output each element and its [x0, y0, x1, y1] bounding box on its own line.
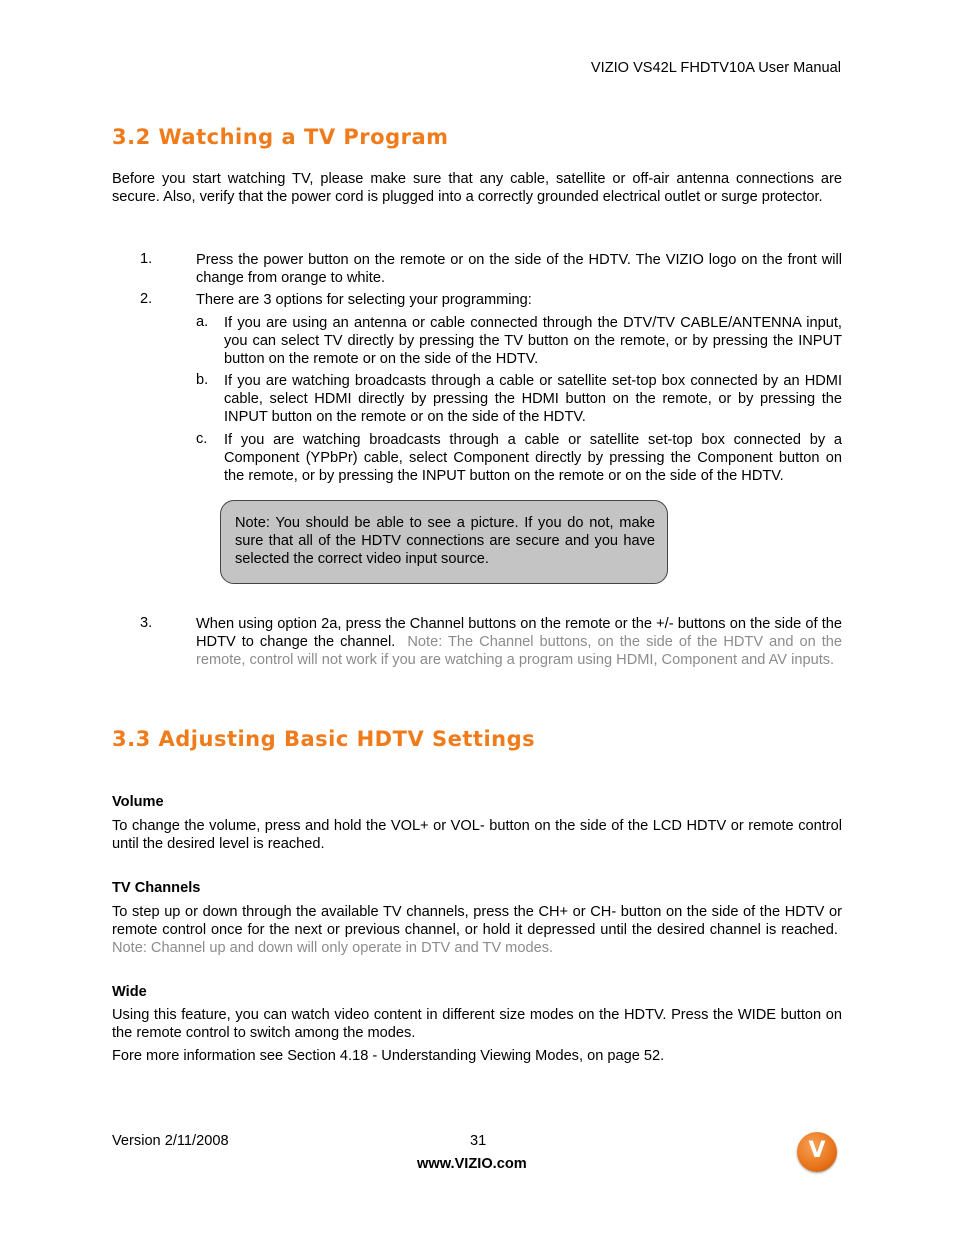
- footer-website: www.VIZIO.com: [417, 1156, 527, 1172]
- tv-channels-note: Note: Channel up and down will only operate in DTV and TV modes.: [112, 940, 554, 957]
- item-3-number: 3.: [140, 615, 153, 631]
- wide-more-info: Fore more information see Section 4.18 - Understanding Viewing Modes, on page 52.: [112, 1048, 665, 1064]
- manual-title: VIZIO VS42L FHDTV10A User Manual: [590, 60, 841, 76]
- tv-channels-text: To step up or down through the available TV channels, press the CH+ or CH- button on the side of the HDTV or remote control once for the next or previous channel, or hold it depressed until the desired channel is reached.: [112, 904, 842, 939]
- item-2-text: There are 3 options for selecting your programming:: [196, 292, 532, 308]
- wide-text: Using this feature, you can watch video content in different size modes on the HDTV. Press the WIDE button on the remote control to switch among the modes.: [112, 1007, 842, 1042]
- footer-page-number: 31: [470, 1133, 487, 1149]
- item-3-text: When using option 2a, press the Channel buttons on the remote or the +/- buttons on the side of the HDTV to change the channel.: [196, 616, 842, 651]
- volume-heading: Volume: [112, 794, 164, 810]
- subitem-a-letter: a.: [196, 314, 209, 330]
- intro-paragraph: Before you start watching TV, please make sure that any cable, satellite or off-air antenna connections are secure. Also, verify that the power cord is plugged into a correctly grounded electrical outlet or surge protector.: [112, 171, 842, 206]
- footer-version: Version 2/11/2008: [112, 1133, 229, 1149]
- subitem-c-text: If you are watching broadcasts through a cable or satellite set-top box connected by a Component (YPbPr) cable, select Component directly by pressing the Component button on the remote, or by pressing the INPUT button on the remote or on the side of the HDTV.: [224, 432, 842, 485]
- section-heading-3-3: 3.3 Adjusting Basic HDTV Settings: [112, 727, 536, 751]
- item-3-note: Note: The Channel buttons, on the side of the HDTV and on the remote, control will not work if you are watching a program using HDMI, Component and AV inputs.: [196, 634, 843, 669]
- item-1-number: 1.: [140, 251, 153, 267]
- vizio-logo-letter: V: [808, 1138, 826, 1163]
- tv-channels-paragraph: [112, 903, 842, 958]
- subitem-b-text: If you are watching broadcasts through a cable or satellite set-top box connected by an HDMI cable, select HDMI directly by pressing the HDMI button on the remote, or by pressing the INPUT button on the remote or on the side of the HDTV.: [224, 373, 842, 426]
- subitem-b-letter: b.: [196, 372, 209, 388]
- note-box-text: Note: You should be able to see a picture. If you do not, make sure that all of the HDTV connections are secure and you have selected the correct video input source.: [235, 515, 655, 568]
- subitem-c-letter: c.: [196, 431, 208, 447]
- item-1-text: Press the power button on the remote or on the side of the HDTV. The VIZIO logo on the front will change from orange to white.: [196, 252, 842, 287]
- tv-channels-heading: TV Channels: [112, 880, 201, 896]
- subitem-a-text: If you are using an antenna or cable connected through the DTV/TV CABLE/ANTENNA input, you can select TV directly by pressing the TV button on the remote, or by pressing the INPUT button on the remote or on the side of the HDTV.: [224, 315, 842, 368]
- item-3-paragraph: [196, 615, 842, 670]
- item-2-number: 2.: [140, 291, 153, 307]
- volume-text: To change the volume, press and hold the VOL+ or VOL- button on the side of the LCD HDTV or remote control until the desired level is reached.: [112, 818, 842, 853]
- vizio-logo: [797, 1132, 837, 1172]
- wide-heading: Wide: [112, 984, 147, 1000]
- section-heading-3-2: 3.2 Watching a TV Program: [112, 125, 449, 149]
